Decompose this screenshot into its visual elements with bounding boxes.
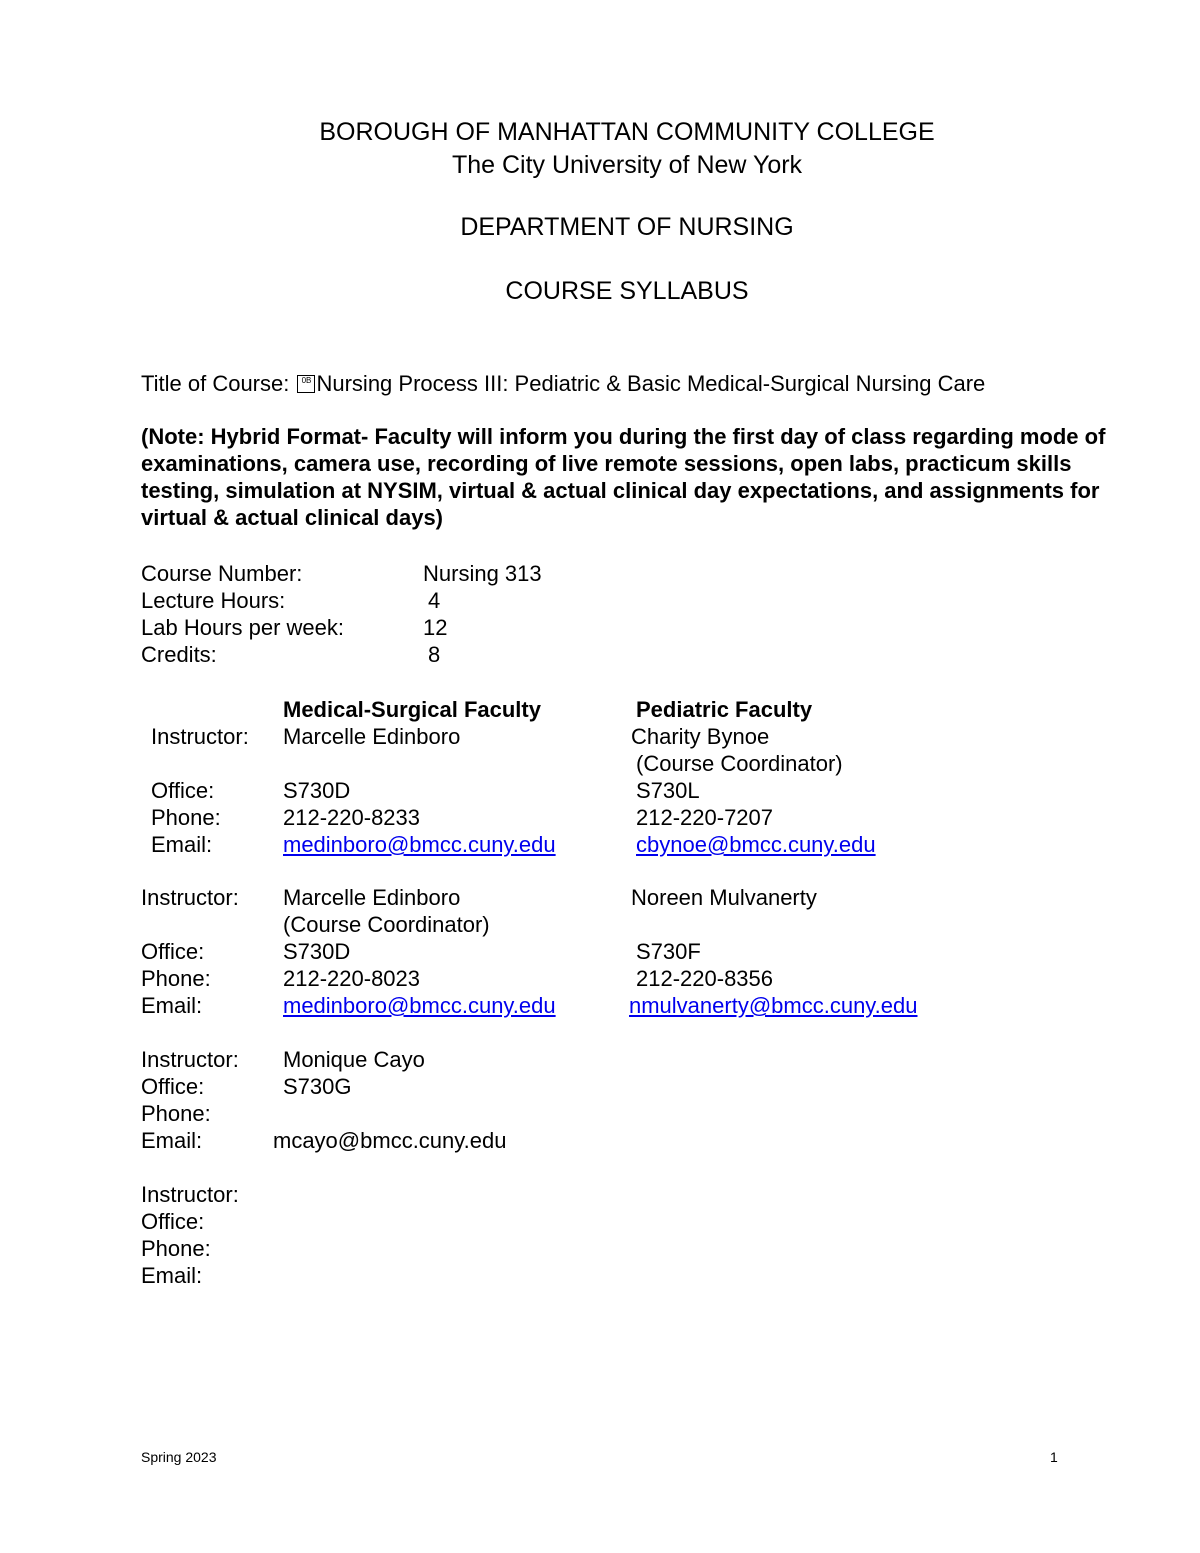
instructor-label: Instructor:: [141, 885, 239, 910]
college-name: BOROUGH OF MANHATTAN COMMUNITY COLLEGE: [319, 118, 935, 146]
footer-term: Spring 2023: [141, 1449, 217, 1465]
email-link[interactable]: cbynoe@bmcc.cuny.edu: [636, 832, 876, 857]
course-title-label: Title of Course:: [141, 371, 290, 396]
instructor-name: Noreen Mulvanerty: [631, 885, 817, 910]
phone-label: Phone:: [141, 966, 211, 991]
detail-value: 8: [428, 642, 441, 667]
course-title-line: [141, 371, 985, 397]
phone-value: 212-220-8233: [283, 805, 421, 830]
hybrid-format-note: (Note: Hybrid Format- Faculty will inform you during the first day of class regarding mode of examinations, camera use, recording of live remote sessions, open labs, practicum skills testing, simulation at NYSIM, virtual & actual clinical day expectations, and assignments for virtual & actual clinical days): [141, 424, 1106, 530]
instructor-name: Monique Cayo: [283, 1047, 425, 1072]
detail-value: 4: [428, 588, 441, 613]
email-link[interactable]: medinboro@bmcc.cuny.edu: [283, 993, 556, 1018]
course-title: Nursing Process III: Pediatric & Basic Medical-Surgical Nursing Care: [316, 371, 986, 396]
email-label: Email:: [141, 1128, 203, 1153]
office-value: S730L: [636, 778, 700, 803]
phone-value: 212-220-7207: [636, 805, 774, 830]
phone-value: 212-220-8023: [283, 966, 421, 991]
detail-label: Lab Hours per week:: [141, 615, 344, 640]
email-label: Email:: [151, 832, 213, 857]
instructor-label: Instructor:: [151, 724, 249, 749]
office-label: Office:: [141, 1209, 205, 1234]
instructor-label: Instructor:: [141, 1182, 239, 1207]
phone-label: Phone:: [151, 805, 221, 830]
office-value: S730G: [283, 1074, 352, 1099]
instructor-role: (Course Coordinator): [283, 912, 490, 937]
instructor-label: Instructor:: [141, 1047, 239, 1072]
phone-label: Phone:: [141, 1236, 211, 1261]
pediatric-faculty-heading: Pediatric Faculty: [636, 697, 813, 722]
detail-value: Nursing 313: [423, 561, 542, 586]
office-label: Office:: [141, 1074, 205, 1099]
email-label: Email:: [141, 1263, 203, 1288]
office-label: Office:: [141, 939, 205, 964]
office-label: Office:: [151, 778, 215, 803]
office-value: S730F: [636, 939, 701, 964]
med-surg-faculty-heading: Medical-Surgical Faculty: [283, 697, 541, 722]
office-value: S730D: [283, 939, 351, 964]
email-link[interactable]: nmulvanerty@bmcc.cuny.edu: [629, 993, 918, 1018]
document-type: COURSE SYLLABUS: [505, 277, 749, 305]
detail-label: Course Number:: [141, 561, 303, 586]
detail-label: Credits:: [141, 642, 217, 667]
university-name: The City University of New York: [451, 151, 803, 179]
instructor-name: Marcelle Edinboro: [283, 724, 461, 749]
phone-value: 212-220-8356: [636, 966, 774, 991]
detail-label: Lecture Hours:: [141, 588, 286, 613]
email-value: mcayo@bmcc.cuny.edu: [273, 1128, 507, 1153]
instructor-name: Charity Bynoe: [631, 724, 770, 749]
email-link[interactable]: medinboro@bmcc.cuny.edu: [283, 832, 556, 857]
email-label: Email:: [141, 993, 203, 1018]
office-value: S730D: [283, 778, 351, 803]
detail-value: 12: [423, 615, 448, 640]
unknown-glyph-icon: 0B: [297, 375, 315, 393]
department-name: DEPARTMENT OF NURSING: [460, 213, 794, 241]
page-number: 1: [1050, 1449, 1058, 1465]
phone-label: Phone:: [141, 1101, 211, 1126]
instructor-role: (Course Coordinator): [636, 751, 843, 776]
instructor-name: Marcelle Edinboro: [283, 885, 461, 910]
